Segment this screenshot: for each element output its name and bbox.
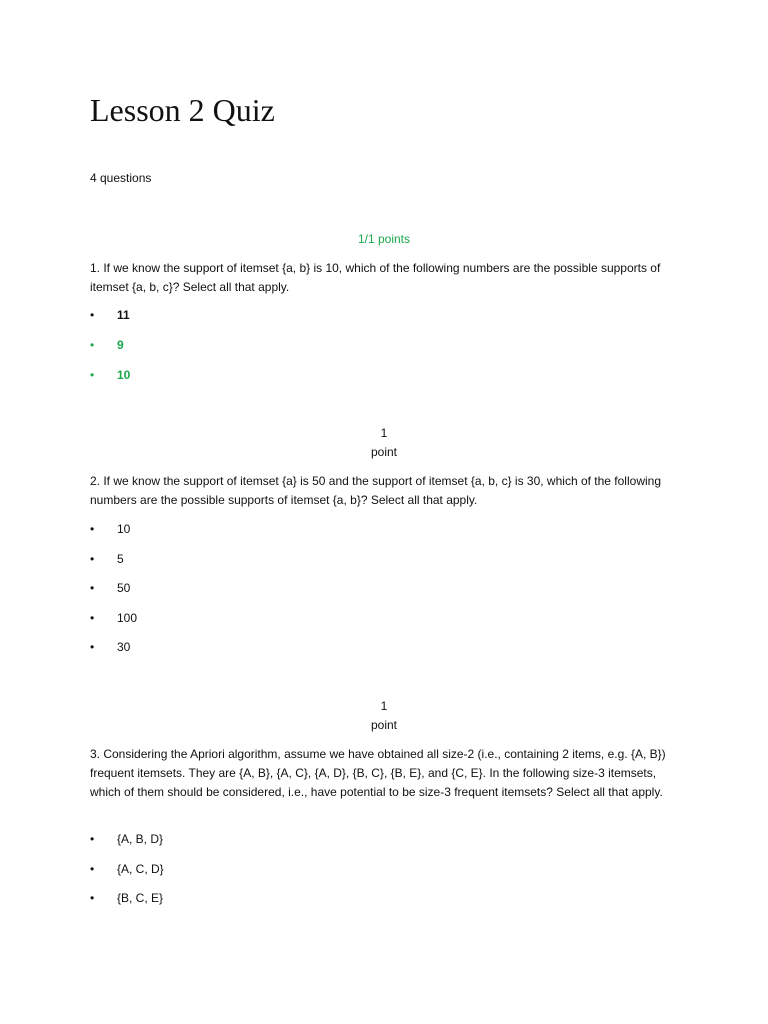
- option-label: {B, C, E}: [117, 891, 164, 905]
- bullet-icon: •: [90, 581, 95, 595]
- bullet-icon: •: [90, 832, 95, 846]
- question-2-score-unit: point: [370, 445, 398, 459]
- question-2-score: 1: [380, 426, 388, 440]
- bullet-icon: •: [90, 338, 95, 352]
- option-label: 11: [117, 308, 130, 322]
- bullet-icon: •: [90, 862, 95, 876]
- option-label: 30: [117, 640, 131, 654]
- option-label: 50: [117, 581, 131, 595]
- option-label: 100: [117, 611, 138, 625]
- question-count: 4 questions: [90, 171, 152, 185]
- option-label: 10: [117, 522, 131, 536]
- question-3-text: 3. Considering the Apriori algorithm, assume we have obtained all size-2 (i.e., containing 2 items, e.g. {A, B}) frequent itemsets. They are {A, B}, {A, C}, {A, D}, {B, C}, {B, E}, and {C, E}. In the following size-3 itemsets, which of them should be considered, i.e., have potential to be size-3 frequent itemsets? Select all that apply.: [90, 747, 666, 799]
- bullet-icon: •: [90, 308, 95, 322]
- bullet-icon: •: [90, 368, 95, 382]
- option-label: {A, C, D}: [117, 862, 164, 876]
- option-label: 5: [117, 552, 124, 566]
- bullet-icon: •: [90, 891, 95, 905]
- bullet-icon: •: [90, 522, 95, 536]
- option-label: 9: [117, 338, 124, 352]
- option-label: 10: [117, 368, 131, 382]
- question-2-text: 2. If we know the support of itemset {a} is 50 and the support of itemset {a, b, c} is 30, which of the following numbers are the possible supports of itemset {a, b}? Select all that apply.: [90, 474, 661, 507]
- question-1-text: 1. If we know the support of itemset {a, b} is 10, which of the following numbers are the possible supports of itemset {a, b, c}? Select all that apply.: [90, 261, 661, 294]
- bullet-icon: •: [90, 640, 95, 654]
- question-3-score-unit: point: [370, 718, 398, 732]
- bullet-icon: •: [90, 552, 95, 566]
- option-label: {A, B, D}: [117, 832, 164, 846]
- bullet-icon: •: [90, 611, 95, 625]
- question-1-score: 1/1 points: [357, 232, 411, 246]
- page-title: Lesson 2 Quiz: [90, 92, 275, 128]
- question-3-score: 1: [380, 699, 388, 713]
